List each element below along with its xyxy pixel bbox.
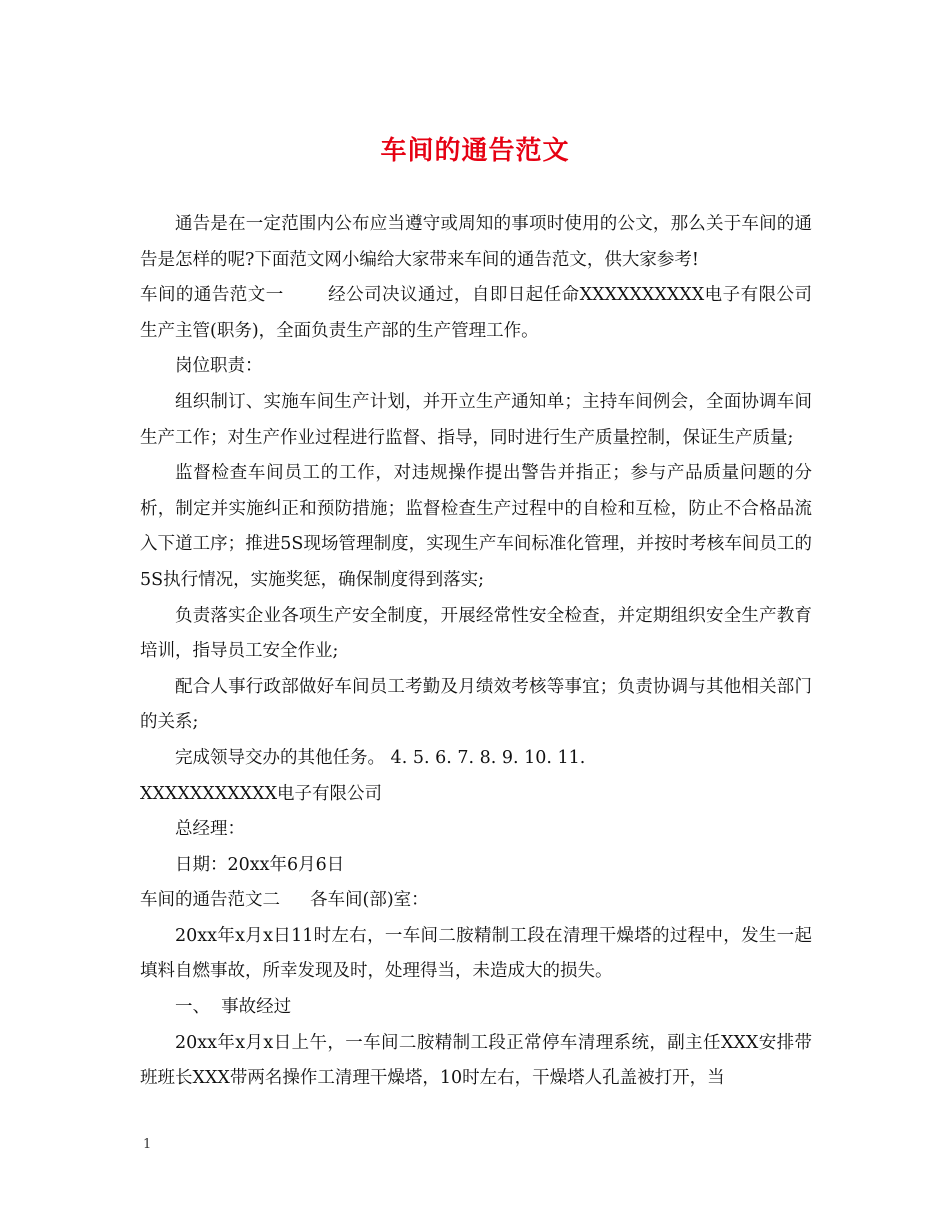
sample2-heading: 车间的通告范文二 bbox=[140, 890, 280, 911]
sample2-paragraph: 20xx年x月x日11时左右，一车间二胺精制工段在清理干燥塔的过程中，发生一起填料自燃事故，所幸发现及时，处理得当，未造成大的损失。 bbox=[140, 925, 812, 982]
duty-item: 完成领导交办的其他任务。 4. 5. 6. 7. 8. 9. 10. 11. bbox=[175, 747, 586, 768]
sample2-heading-line bbox=[140, 883, 812, 919]
company-name: XXXXXXXXXXX电子有限公司 bbox=[140, 783, 383, 804]
duty-item: 监督检查车间员工的工作，对违规操作提出警告并指正；参与产品质量问题的分析，制定并实施纠正和预防措施；监督检查生产过程中的自检和互检，防止不合格品流入下道工序；推进5S现场管理制度，实现生产车间标准化管理，并按时考核车间员工的5S执行情况，实施奖惩，确保制度得到落实; bbox=[140, 463, 812, 590]
duty-item: 负责落实企业各项生产安全制度，开展经常性安全检查，并定期组织安全生产教育培训，指导员工安全作业; bbox=[140, 605, 812, 662]
sample2-addressee: 各车间(部)室： bbox=[310, 890, 429, 911]
document-body bbox=[140, 207, 812, 1097]
duty-item: 组织制订、实施车间生产计划，并开立生产通知单；主持车间例会，全面协调车间生产工作；对生产作业过程进行监督、指导，同时进行生产质量控制，保证生产质量; bbox=[140, 391, 812, 448]
sample1-heading: 车间的通告范文一 bbox=[140, 285, 284, 306]
intro-paragraph: 通告是在一定范围内公布应当遵守或周知的事项时使用的公文，那么关于车间的通告是怎样的呢?下面范文网小编给大家带来车间的通告范文，供大家参考! bbox=[140, 214, 812, 270]
sample1-text: 经公司决议通过，自即日起任命XXXXXXXXXX电子有限公司生产主管(职务)，全面负责生产部的生产管理工作。 bbox=[140, 285, 812, 341]
document-title: 车间的通告范文 bbox=[380, 136, 570, 166]
date-line: 日期：20xx年6月6日 bbox=[175, 854, 345, 875]
section-heading: 一、 事故经过 bbox=[175, 997, 292, 1018]
sample1-paragraph bbox=[140, 278, 812, 349]
sample2-paragraph: 20xx年x月x日上午，一车间二胺精制工段正常停车清理系统，副主任XXX安排带班班长XXX带两名操作工清理干燥塔，10时左右，干燥塔人孔盖被打开，当 bbox=[140, 1032, 812, 1089]
duty-item: 配合人事行政部做好车间员工考勤及月绩效考核等事宜；负责协调与其他相关部门的关系; bbox=[140, 676, 812, 733]
duties-label: 岗位职责： bbox=[175, 356, 263, 377]
manager-line: 总经理： bbox=[175, 819, 245, 840]
page-number: 1 bbox=[143, 1137, 152, 1152]
